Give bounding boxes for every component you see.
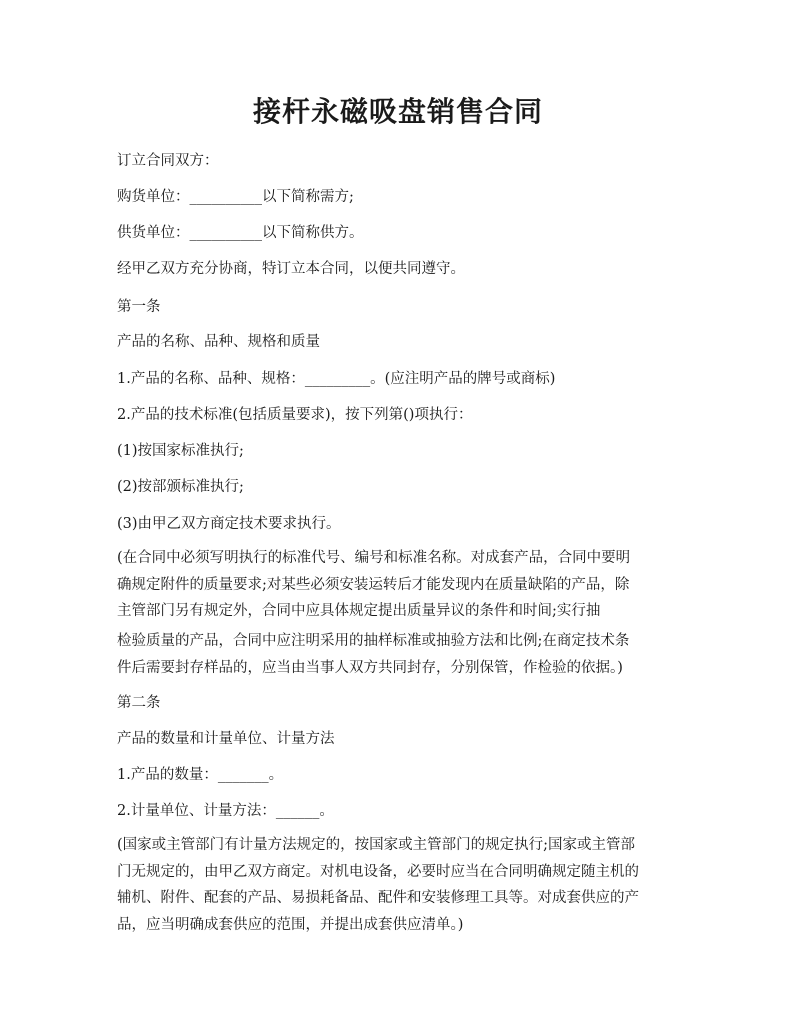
sampling-note-paragraph bbox=[117, 628, 692, 681]
measurement-note-paragraph bbox=[117, 832, 692, 938]
article-2-title: 产品的数量和计量单位、计量方法 bbox=[117, 731, 335, 747]
note-line: 检验质量的产品，合同中应注明采用的抽样标准或抽验方法和比例;在商定技术条 bbox=[117, 633, 630, 649]
standard-note-paragraph bbox=[117, 545, 692, 625]
note-line: 确规定附件的质量要求;对某些必须安装运转后才能发现内在质量缺陷的产品，除 bbox=[117, 576, 630, 593]
quantity-clause: 1.产品的数量：_______。 bbox=[117, 767, 284, 783]
article-1-heading: 第一条 bbox=[117, 299, 161, 315]
note-line: 件后需要封存样品的，应当由当事人双方共同封存，分别保管，作检验的依据。) bbox=[117, 659, 623, 676]
article-1-title: 产品的名称、品种、规格和质量 bbox=[117, 334, 320, 350]
option-ministry-standard: (2)按部颁标准执行; bbox=[117, 479, 244, 495]
agreement-statement: 经甲乙双方充分协商，特订立本合同，以便共同遵守。 bbox=[117, 261, 465, 277]
note-line: 主管部门另有规定外，合同中应具体规定提出质量异议的条件和时间;实行抽 bbox=[117, 603, 601, 619]
buyer-line: 购货单位：__________以下简称需方; bbox=[117, 189, 354, 205]
note-line: 品，应当明确成套供应的范围，并提出成套供应清单。) bbox=[117, 916, 464, 933]
note-line: (在合同中必须写明执行的标准代号、编号和标准名称。对成套产品，合同中要明 bbox=[117, 550, 631, 566]
seller-line: 供货单位：__________以下简称供方。 bbox=[117, 225, 364, 241]
note-line: 门无规定的，由甲乙双方商定。对机电设备，必要时应当在合同明确规定随主机的 bbox=[117, 863, 639, 880]
measurement-clause: 2.计量单位、计量方法：______。 bbox=[117, 803, 334, 819]
article-2-heading: 第二条 bbox=[117, 695, 161, 711]
contract-parties-heading: 订立合同双方： bbox=[117, 153, 219, 169]
option-national-standard: (1)按国家标准执行; bbox=[117, 443, 244, 459]
technical-standard-clause: 2.产品的技术标准(包括质量要求)，按下列第()项执行： bbox=[117, 407, 473, 423]
note-line: (国家或主管部门有计量方法规定的，按国家或主管部门的规定执行;国家或主管部 bbox=[117, 837, 636, 853]
product-name-clause: 1.产品的名称、品种、规格：_________。(应注明产品的牌号或商标) bbox=[117, 371, 556, 387]
document-title: 接杆永磁吸盘销售合同 bbox=[252, 95, 543, 128]
option-negotiated-standard: (3)由甲乙双方商定技术要求执行。 bbox=[117, 516, 341, 532]
note-line: 辅机、附件、配套的产品、易损耗备品、配件和安装修理工具等。对成套供应的产 bbox=[117, 890, 639, 906]
